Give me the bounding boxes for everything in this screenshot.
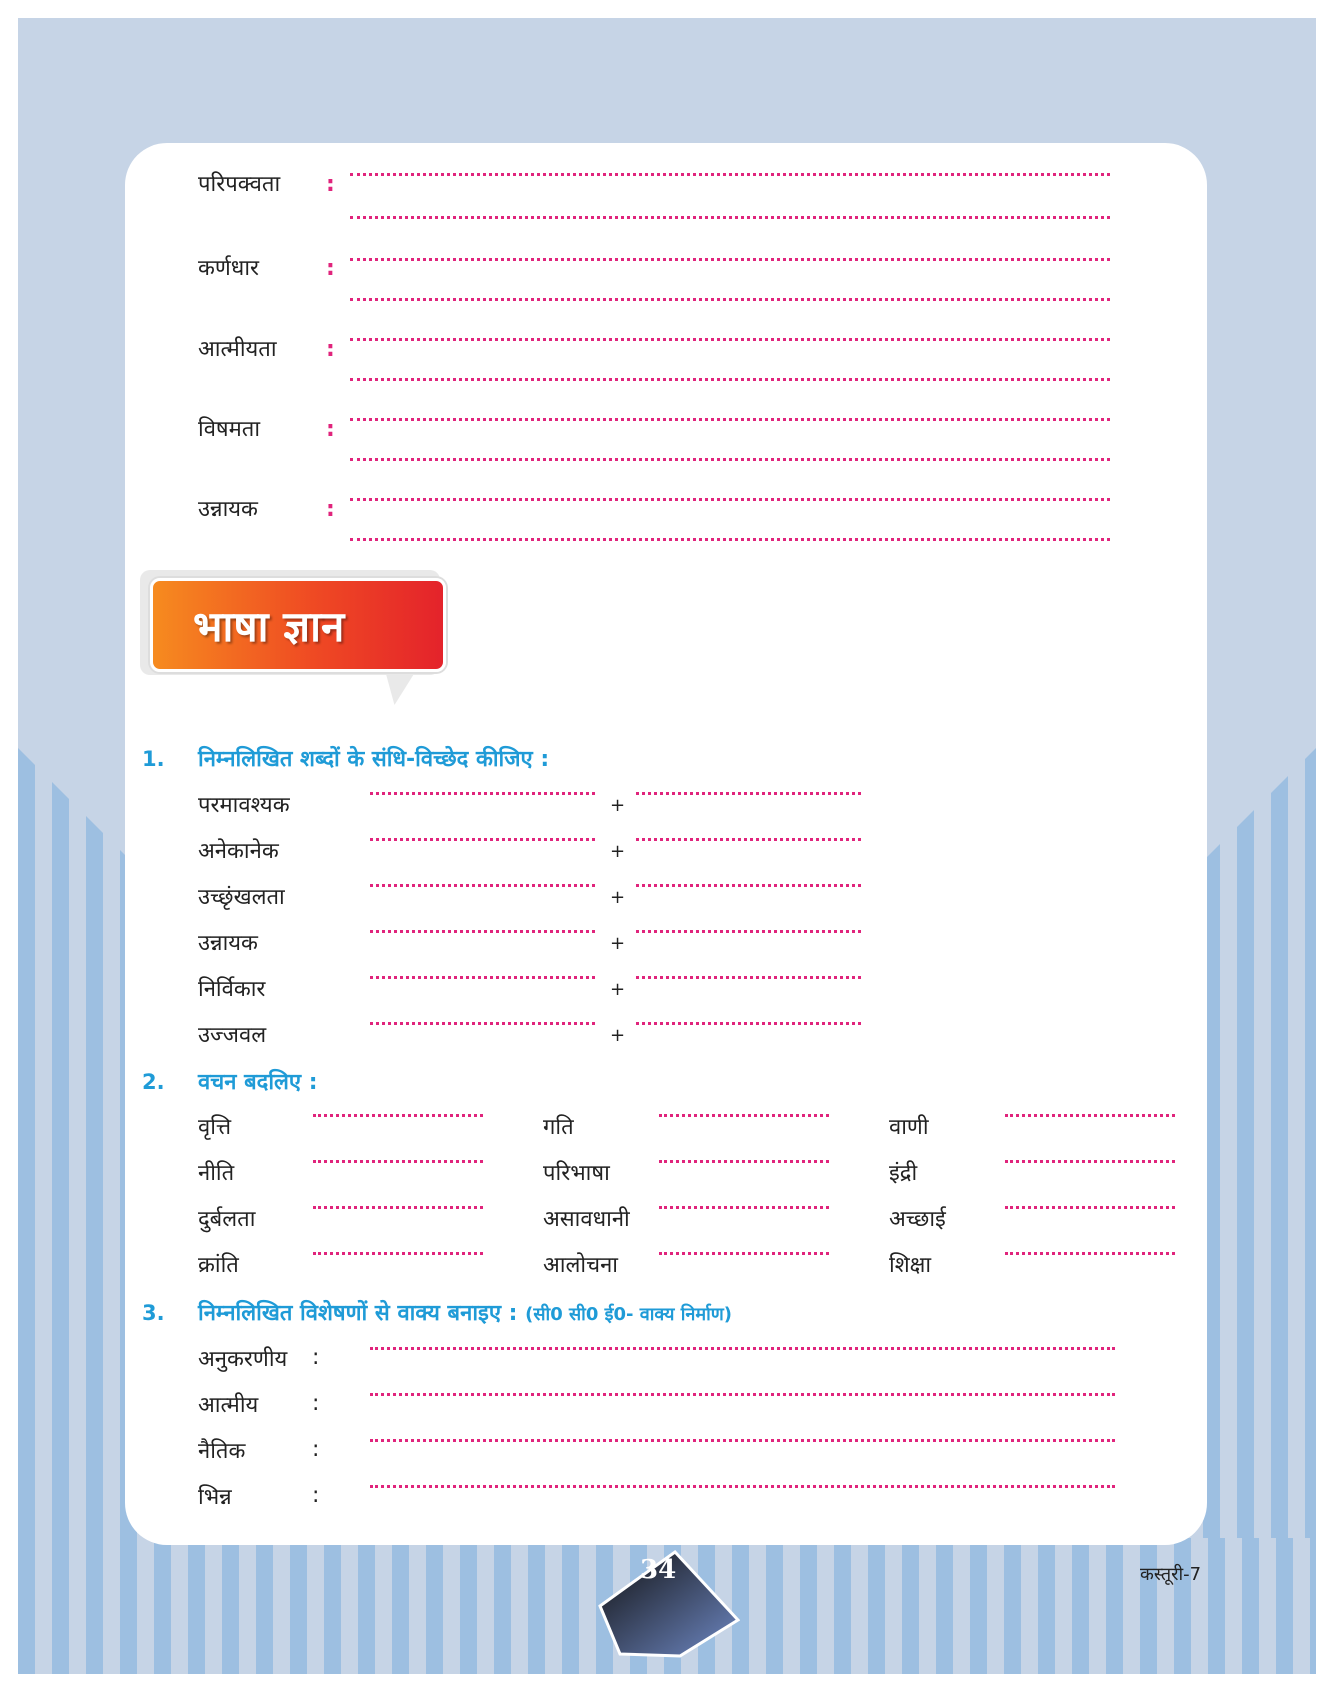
question-3-text xyxy=(198,1297,732,1327)
sandhi-word: उन्नायक xyxy=(198,931,258,956)
sandhi-word: निर्विकार xyxy=(198,977,266,1002)
plus-sign: + xyxy=(610,1025,626,1046)
answer-line[interactable] xyxy=(370,1485,1115,1488)
answer-line[interactable] xyxy=(350,258,1110,261)
adjective-colon: : xyxy=(312,1437,320,1462)
answer-line[interactable] xyxy=(350,173,1110,176)
answer-line[interactable] xyxy=(636,838,861,841)
answer-line[interactable] xyxy=(1005,1114,1175,1117)
definition-colon: : xyxy=(326,256,335,281)
banner-box xyxy=(150,578,446,672)
question-1-text: निम्नलिखित शब्दों के संधि-विच्छेद कीजिए : xyxy=(198,747,550,772)
answer-line[interactable] xyxy=(350,338,1110,341)
plus-sign: + xyxy=(610,841,626,862)
answer-line[interactable] xyxy=(636,1022,861,1025)
answer-line[interactable] xyxy=(370,1347,1115,1350)
question-2-number: 2. xyxy=(142,1070,165,1094)
definition-word: परिपक्वता xyxy=(198,172,281,197)
definition-colon: : xyxy=(326,337,335,362)
answer-line[interactable] xyxy=(659,1206,829,1209)
answer-line[interactable] xyxy=(636,930,861,933)
answer-line[interactable] xyxy=(313,1160,483,1163)
answer-line[interactable] xyxy=(370,930,595,933)
definition-colon: : xyxy=(326,417,335,442)
adjective-word: नैतिक xyxy=(198,1439,246,1464)
vachan-word: असावधानी xyxy=(543,1207,630,1232)
vachan-word: वृत्ति xyxy=(198,1115,232,1140)
definition-word: आत्मीयता xyxy=(198,337,277,362)
answer-line[interactable] xyxy=(313,1206,483,1209)
vachan-word: वाणी xyxy=(889,1115,929,1140)
adjective-word: भिन्न xyxy=(198,1485,232,1510)
definition-colon: : xyxy=(326,172,335,197)
answer-line[interactable] xyxy=(350,378,1110,381)
answer-line[interactable] xyxy=(350,498,1110,501)
vachan-word: शिक्षा xyxy=(889,1253,932,1278)
vachan-word: दुर्बलता xyxy=(198,1207,256,1232)
answer-line[interactable] xyxy=(370,976,595,979)
vachan-word: गति xyxy=(543,1115,574,1140)
adjective-colon: : xyxy=(312,1391,320,1416)
answer-line[interactable] xyxy=(350,418,1110,421)
answer-line[interactable] xyxy=(1005,1252,1175,1255)
answer-line[interactable] xyxy=(659,1160,829,1163)
question-3-note: (सी0 सी0 ई0- वाक्य निर्माण) xyxy=(525,1304,733,1325)
definition-word: उन्नायक xyxy=(198,497,258,522)
adjective-colon: : xyxy=(312,1483,320,1508)
answer-line[interactable] xyxy=(1005,1160,1175,1163)
definition-word: विषमता xyxy=(198,417,261,442)
worksheet-card xyxy=(125,143,1207,1545)
definition-word: कर्णधार xyxy=(198,256,260,281)
book-name: कस्तूरी-7 xyxy=(1140,1564,1202,1585)
question-2-text: वचन बदलिए : xyxy=(198,1070,318,1095)
answer-line[interactable] xyxy=(370,1439,1115,1442)
adjective-word: आत्मीय xyxy=(198,1393,259,1418)
sandhi-word: उच्छृंखलता xyxy=(198,885,285,910)
section-banner xyxy=(140,570,450,710)
plus-sign: + xyxy=(610,979,626,1000)
vachan-word: आलोचना xyxy=(543,1253,618,1278)
answer-line[interactable] xyxy=(350,458,1110,461)
answer-line[interactable] xyxy=(350,538,1110,541)
vachan-word: नीति xyxy=(198,1161,235,1186)
vachan-word: क्रांति xyxy=(198,1253,239,1278)
sandhi-word: परमावश्यक xyxy=(198,793,290,818)
definition-colon: : xyxy=(326,497,335,522)
adjective-colon: : xyxy=(312,1345,320,1370)
plus-sign: + xyxy=(610,887,626,908)
vachan-word: इंद्री xyxy=(889,1161,918,1186)
page-number: 34 xyxy=(640,1555,677,1585)
plus-sign: + xyxy=(610,933,626,954)
question-3-number: 3. xyxy=(142,1301,165,1325)
answer-line[interactable] xyxy=(1005,1206,1175,1209)
adjective-word: अनुकरणीय xyxy=(198,1347,288,1372)
answer-line[interactable] xyxy=(370,884,595,887)
vachan-word: अच्छाई xyxy=(889,1207,946,1232)
answer-line[interactable] xyxy=(659,1252,829,1255)
answer-line[interactable] xyxy=(636,976,861,979)
answer-line[interactable] xyxy=(370,792,595,795)
answer-line[interactable] xyxy=(350,298,1110,301)
question-1-number: 1. xyxy=(142,747,165,771)
plus-sign: + xyxy=(610,795,626,816)
sandhi-word: उज्जवल xyxy=(198,1023,267,1048)
answer-line[interactable] xyxy=(370,1022,595,1025)
answer-line[interactable] xyxy=(350,216,1110,219)
vachan-word: परिभाषा xyxy=(543,1161,610,1186)
banner-title: भाषा ज्ञान xyxy=(193,602,345,651)
answer-line[interactable] xyxy=(659,1114,829,1117)
answer-line[interactable] xyxy=(370,838,595,841)
question-3-instruction: निम्नलिखित विशेषणों से वाक्य बनाइए : xyxy=(198,1301,518,1326)
sandhi-word: अनेकानेक xyxy=(198,839,279,864)
answer-line[interactable] xyxy=(313,1114,483,1117)
answer-line[interactable] xyxy=(636,792,861,795)
answer-line[interactable] xyxy=(313,1252,483,1255)
answer-line[interactable] xyxy=(370,1393,1115,1396)
answer-line[interactable] xyxy=(636,884,861,887)
